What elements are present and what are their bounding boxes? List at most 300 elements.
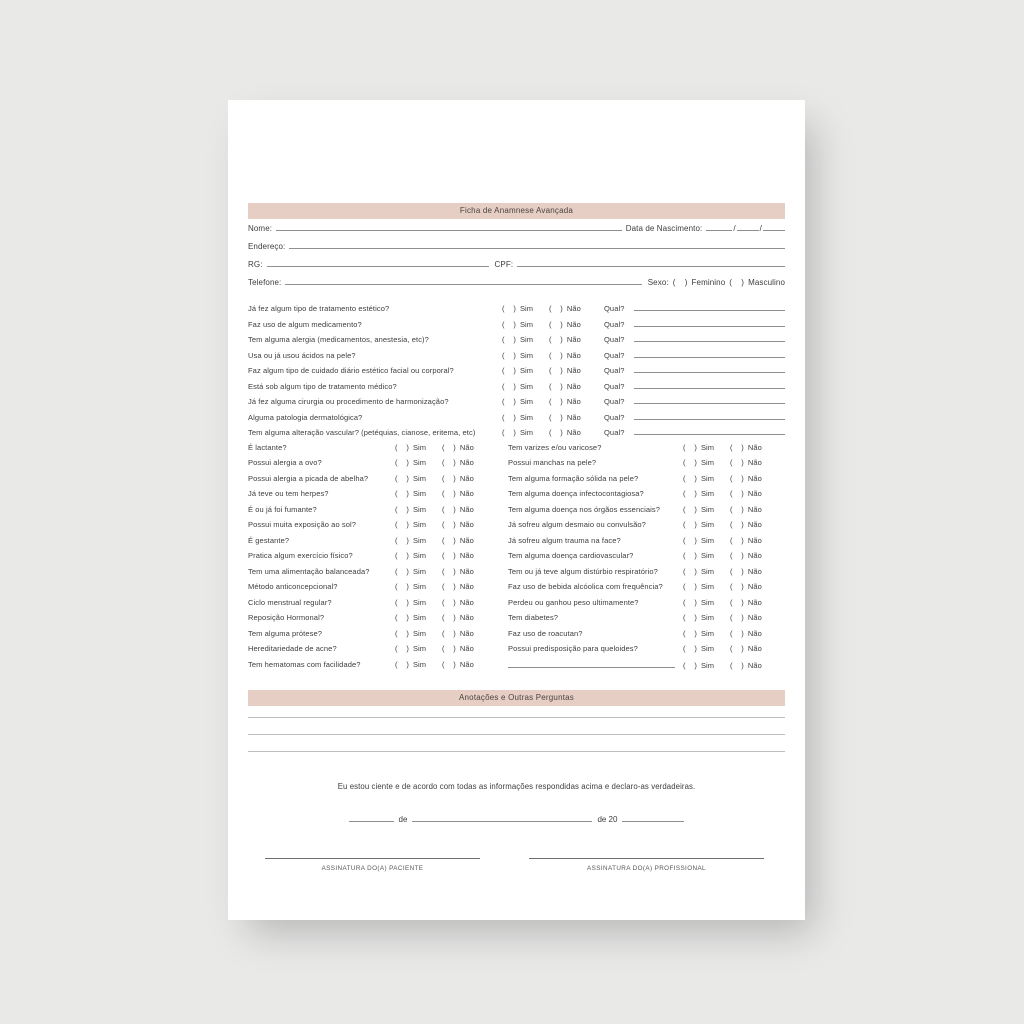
checkbox-nao[interactable]: ( ) xyxy=(548,381,563,391)
nao-label: Não xyxy=(747,566,762,576)
checkbox-sim[interactable]: ( ) xyxy=(395,489,409,498)
sim-nao-group xyxy=(683,567,785,576)
qual-field-line[interactable] xyxy=(634,381,785,389)
date-month-line[interactable] xyxy=(412,814,592,822)
nao-label: Não xyxy=(566,397,581,406)
checkbox-sim[interactable]: ( ) xyxy=(395,504,409,514)
sim-label: Sim xyxy=(412,473,427,483)
question-text: Tem alguma doença cardiovascular? xyxy=(508,551,634,560)
nao-label: Não xyxy=(747,489,762,498)
checkbox-sim[interactable]: ( ) xyxy=(395,442,409,452)
write-in-question-line[interactable] xyxy=(508,660,675,668)
question-row xyxy=(248,443,497,459)
patient-signature-label: ASSINATURA DO(A) PACIENTE xyxy=(321,865,424,872)
sim-label: Sim xyxy=(519,335,534,344)
question-row xyxy=(508,505,785,521)
question-row xyxy=(248,365,785,381)
question-row xyxy=(248,660,497,676)
sim-nao-group xyxy=(395,551,497,560)
question-row xyxy=(508,458,785,474)
cpf-field-line[interactable] xyxy=(517,259,785,267)
nao-label: Não xyxy=(747,582,762,591)
sim-label: Sim xyxy=(519,428,534,437)
sim-nao-group xyxy=(683,505,785,514)
nao-label: Não xyxy=(459,597,474,607)
question-text: Reposição Hormonal? xyxy=(248,613,325,622)
checkbox-nao[interactable]: ( ) xyxy=(729,582,744,591)
signatures-section xyxy=(248,858,785,872)
checkbox-nao[interactable]: ( ) xyxy=(441,551,456,560)
nao-label: Não xyxy=(566,304,581,313)
question-text: É ou já foi fumante? xyxy=(248,504,317,514)
nao-label: Não xyxy=(566,381,581,391)
sim-label: Sim xyxy=(519,381,534,391)
checkbox-nao[interactable]: ( ) xyxy=(729,535,744,545)
patient-signature-block xyxy=(248,858,497,872)
checkbox-nao[interactable]: ( ) xyxy=(548,350,563,360)
checkbox-nao[interactable]: ( ) xyxy=(441,582,456,591)
form-title: Ficha de Anamnese Avançada xyxy=(459,206,574,215)
checkbox-sim[interactable]: ( ) xyxy=(395,613,409,622)
nao-label: Não xyxy=(459,458,474,467)
nao-label: Não xyxy=(747,644,762,653)
question-text: Tem ou já teve algum distúrbio respiratório? xyxy=(508,566,658,576)
sim-label: Sim xyxy=(519,397,534,406)
question-row xyxy=(248,567,497,583)
sim-label: Sim xyxy=(412,659,427,669)
sim-label: Sim xyxy=(700,613,715,622)
sim-label: Sim xyxy=(700,582,715,591)
two-column-questions-section xyxy=(248,443,785,676)
sim-nao-group xyxy=(683,443,785,452)
checkbox-sim[interactable]: ( ) xyxy=(502,412,516,422)
sim-nao-group xyxy=(683,536,785,545)
checkbox-sim[interactable]: ( ) xyxy=(502,428,516,437)
checkbox-sim[interactable]: ( ) xyxy=(683,582,697,591)
question-text: Tem hematomas com facilidade? xyxy=(248,659,361,669)
checkbox-sim[interactable]: ( ) xyxy=(683,551,697,560)
sim-nao-group xyxy=(683,598,785,607)
question-row xyxy=(508,551,785,567)
question-row xyxy=(248,381,785,397)
question-row xyxy=(248,644,497,660)
nao-label: Não xyxy=(459,551,474,560)
sex-label: Sexo: xyxy=(647,278,669,287)
checkbox-nao[interactable]: ( ) xyxy=(441,644,456,653)
question-row xyxy=(248,396,785,412)
question-text: Perdeu ou ganhou peso ultimamente? xyxy=(508,597,639,607)
question-text: Já teve ou tem herpes? xyxy=(248,489,329,498)
rg-cpf-row xyxy=(248,259,785,277)
nao-label: Não xyxy=(747,613,762,622)
question-text: Já sofreu algum desmaio ou convulsão? xyxy=(508,520,646,529)
slash-text: / xyxy=(733,224,736,233)
checkbox-sim[interactable]: ( ) xyxy=(683,473,697,483)
nao-label: Não xyxy=(459,520,474,529)
sim-nao-group xyxy=(502,320,604,329)
checkbox-nao[interactable]: ( ) xyxy=(441,473,456,483)
checkbox-nao[interactable]: ( ) xyxy=(729,489,744,498)
name-row xyxy=(248,223,785,241)
nao-label: Não xyxy=(459,628,474,638)
checkbox-nao[interactable]: ( ) xyxy=(441,597,456,607)
rg-label: RG: xyxy=(248,260,263,269)
checkbox-nao[interactable]: ( ) xyxy=(729,613,744,622)
question-text: Tem alguma doença nos órgãos essenciais? xyxy=(508,504,661,514)
checkbox-nao[interactable]: ( ) xyxy=(729,551,744,560)
question-text: Possui manchas na pele? xyxy=(508,458,597,467)
sim-label: Sim xyxy=(412,597,427,607)
checkbox-nao[interactable]: ( ) xyxy=(441,659,456,669)
question-row xyxy=(248,629,497,645)
sim-nao-group xyxy=(395,458,497,467)
question-row xyxy=(508,598,785,614)
nao-label: Não xyxy=(566,366,581,375)
question-row xyxy=(508,474,785,490)
phone-field-line[interactable] xyxy=(285,277,641,285)
checkbox-nao[interactable]: ( ) xyxy=(548,366,563,375)
question-row xyxy=(508,629,785,645)
sim-label: Sim xyxy=(412,504,427,514)
sim-nao-group xyxy=(502,304,604,313)
qual-field-line[interactable] xyxy=(634,365,785,373)
checkbox-nao[interactable]: ( ) xyxy=(441,566,456,576)
qual-label: Qual? xyxy=(604,350,625,360)
checkbox-nao[interactable]: ( ) xyxy=(441,489,456,498)
sim-label: Sim xyxy=(519,304,534,313)
question-text: Tem alguma alergia (medicamentos, anestesia, etc)? xyxy=(248,335,429,344)
sim-label: Sim xyxy=(412,520,427,529)
nao-label: Não xyxy=(459,659,474,669)
checkbox-nao[interactable]: ( ) xyxy=(729,628,744,638)
qual-field-line[interactable] xyxy=(634,319,785,327)
checkbox-sim[interactable]: ( ) xyxy=(502,304,516,313)
question-row xyxy=(508,443,785,459)
question-row xyxy=(508,489,785,505)
question-text: Já fez alguma cirurgia ou procedimento de harmonização? xyxy=(248,397,449,406)
question-row xyxy=(248,551,497,567)
sim-label: Sim xyxy=(700,597,715,607)
checkbox-sim[interactable]: ( ) xyxy=(502,319,516,329)
sim-label: Sim xyxy=(700,660,715,670)
checkbox-nao[interactable]: ( ) xyxy=(548,412,563,422)
sim-label: Sim xyxy=(700,535,715,545)
nao-label: Não xyxy=(459,566,474,576)
checkbox-nao[interactable]: ( ) xyxy=(441,442,456,452)
sim-label: Sim xyxy=(700,473,715,483)
date-day-line[interactable] xyxy=(349,814,394,822)
question-row xyxy=(248,474,497,490)
sim-label: Sim xyxy=(412,644,427,653)
sim-nao-group xyxy=(683,551,785,560)
date-line xyxy=(248,814,785,824)
question-text: Método anticoncepcional? xyxy=(248,582,338,591)
question-text: Tem diabetes? xyxy=(508,613,559,622)
checkbox-sim[interactable]: ( ) xyxy=(502,350,516,360)
sim-label: Sim xyxy=(519,350,534,360)
birth-day-line[interactable] xyxy=(706,223,732,231)
checkbox-sim[interactable]: ( ) xyxy=(683,628,697,638)
address-label: Endereço: xyxy=(248,242,286,251)
checkbox-nao[interactable]: ( ) xyxy=(729,473,744,483)
form-page xyxy=(228,100,805,920)
checkbox-sim[interactable]: ( ) xyxy=(683,566,697,576)
checkbox-sim[interactable]: ( ) xyxy=(395,520,409,529)
patient-signature-line[interactable] xyxy=(265,858,480,859)
checkbox-sim[interactable]: ( ) xyxy=(395,566,409,576)
questions-column-left xyxy=(248,443,497,676)
notes-line[interactable] xyxy=(248,706,785,718)
question-text: Possui predisposição para queloides? xyxy=(508,644,638,653)
checkbox-sim[interactable]: ( ) xyxy=(683,489,697,498)
sim-label: Sim xyxy=(519,366,534,375)
sim-label: Sim xyxy=(412,582,427,591)
professional-signature-label: ASSINATURA DO(A) PROFISSIONAL xyxy=(587,865,706,872)
sim-nao-group xyxy=(395,505,497,514)
checkbox-nao[interactable]: ( ) xyxy=(441,535,456,545)
checkbox-nao[interactable]: ( ) xyxy=(729,597,744,607)
question-row xyxy=(508,567,785,583)
sim-nao-group xyxy=(395,489,497,498)
write-in-question-row xyxy=(508,660,785,676)
slash-text: / xyxy=(759,224,762,233)
checkbox-sim[interactable]: ( ) xyxy=(683,597,697,607)
sim-nao-group xyxy=(683,489,785,498)
question-text: É gestante? xyxy=(248,535,290,545)
sim-label: Sim xyxy=(412,535,427,545)
checkbox-sim[interactable]: ( ) xyxy=(395,597,409,607)
sim-label: Sim xyxy=(519,319,534,329)
checkbox-nao[interactable]: ( ) xyxy=(729,566,744,576)
sim-label: Sim xyxy=(412,489,427,498)
question-text: Possui muita exposição ao sol? xyxy=(248,520,357,529)
checkbox-nao[interactable]: ( ) xyxy=(441,520,456,529)
nao-label: Não xyxy=(459,582,474,591)
date-de20-label: de 20 xyxy=(597,815,618,824)
nao-label: Não xyxy=(566,335,581,344)
question-text: Ciclo menstrual regular? xyxy=(248,597,332,607)
checkbox-sim[interactable]: ( ) xyxy=(683,442,697,452)
question-text: Faz uso de algum medicamento? xyxy=(248,319,362,329)
qual-field-line[interactable] xyxy=(634,427,785,435)
feminino-label: Feminino xyxy=(691,278,726,287)
question-row xyxy=(248,458,497,474)
checkbox-nao[interactable]: ( ) xyxy=(729,644,744,653)
checkbox-sim[interactable]: ( ) xyxy=(502,366,516,375)
sim-label: Sim xyxy=(412,551,427,560)
sim-nao-group xyxy=(395,520,497,529)
sim-nao-group xyxy=(395,443,497,452)
question-row xyxy=(508,536,785,552)
sim-nao-group xyxy=(395,567,497,576)
checkbox-nao[interactable]: ( ) xyxy=(729,520,744,529)
nao-label: Não xyxy=(747,504,762,514)
checkbox-sim[interactable]: ( ) xyxy=(683,613,697,622)
checkbox-sim[interactable]: ( ) xyxy=(395,473,409,483)
checkbox-nao[interactable]: ( ) xyxy=(548,428,563,437)
sim-label: Sim xyxy=(412,566,427,576)
notes-line[interactable] xyxy=(248,718,785,735)
checkbox-nao[interactable]: ( ) xyxy=(441,613,456,622)
nao-label: Não xyxy=(566,319,581,329)
checkbox-nao[interactable]: ( ) xyxy=(729,442,744,452)
sim-nao-group xyxy=(395,644,497,653)
checkbox-sim[interactable]: ( ) xyxy=(395,551,409,560)
checkbox-sim[interactable]: ( ) xyxy=(395,582,409,591)
nao-label: Não xyxy=(459,473,474,483)
checkbox-feminino[interactable]: ( ) xyxy=(672,278,688,287)
checkbox-nao[interactable]: ( ) xyxy=(548,319,563,329)
birth-month-line[interactable] xyxy=(737,223,759,231)
nao-label: Não xyxy=(747,597,762,607)
sim-label: Sim xyxy=(412,628,427,638)
checkbox-nao[interactable]: ( ) xyxy=(441,504,456,514)
question-row xyxy=(248,319,785,335)
sim-label: Sim xyxy=(700,551,715,560)
checkbox-sim[interactable]: ( ) xyxy=(502,381,516,391)
sim-label: Sim xyxy=(700,566,715,576)
name-label: Nome: xyxy=(248,224,273,233)
notes-title: Anotações e Outras Perguntas xyxy=(459,693,574,702)
sim-nao-group xyxy=(502,397,604,406)
sim-label: Sim xyxy=(700,628,715,638)
question-text: Faz algum tipo de cuidado diário estético facial ou corporal? xyxy=(248,366,454,375)
qual-label: Qual? xyxy=(604,381,625,391)
birth-year-line[interactable] xyxy=(763,223,785,231)
checkbox-sim[interactable]: ( ) xyxy=(502,335,516,344)
sim-label: Sim xyxy=(700,489,715,498)
sim-label: Sim xyxy=(700,442,715,452)
sim-nao-group xyxy=(502,413,604,422)
checkbox-sim[interactable]: ( ) xyxy=(395,535,409,545)
sim-nao-group xyxy=(683,520,785,529)
notes-area xyxy=(248,706,785,752)
question-text: Já fez algum tipo de tratamento estético? xyxy=(248,304,390,313)
question-row xyxy=(248,536,497,552)
qual-label: Qual? xyxy=(604,335,625,344)
checkbox-sim[interactable]: ( ) xyxy=(502,397,516,406)
date-year-line[interactable] xyxy=(622,814,684,822)
checkbox-sim[interactable]: ( ) xyxy=(683,458,697,467)
birthdate-label: Data de Nascimento: xyxy=(625,224,703,233)
qual-field-line[interactable] xyxy=(634,412,785,420)
nao-label: Não xyxy=(566,350,581,360)
checkbox-nao[interactable]: ( ) xyxy=(729,504,744,514)
question-text: Já sofreu algum trauma na face? xyxy=(508,535,621,545)
qual-label: Qual? xyxy=(604,428,625,437)
question-row xyxy=(248,334,785,350)
question-row xyxy=(508,613,785,629)
notes-line[interactable] xyxy=(248,735,785,752)
checkbox-sim[interactable]: ( ) xyxy=(683,644,697,653)
checkbox-nao[interactable]: ( ) xyxy=(548,397,563,406)
sim-label: Sim xyxy=(519,412,534,422)
sim-nao-group xyxy=(395,536,497,545)
nao-label: Não xyxy=(747,551,762,560)
nao-label: Não xyxy=(747,442,762,452)
rg-field-line[interactable] xyxy=(267,259,489,267)
checkbox-nao[interactable]: ( ) xyxy=(729,458,744,467)
masculino-label: Masculino xyxy=(748,278,785,287)
sim-nao-group xyxy=(395,613,497,622)
checkbox-sim[interactable]: ( ) xyxy=(683,660,697,670)
question-row xyxy=(248,598,497,614)
sim-label: Sim xyxy=(700,644,715,653)
nao-label: Não xyxy=(459,535,474,545)
checkbox-nao[interactable]: ( ) xyxy=(548,304,563,313)
checkbox-masculino[interactable]: ( ) xyxy=(729,278,745,287)
date-de-label: de xyxy=(398,815,408,824)
sim-nao-group xyxy=(683,644,785,653)
qual-label: Qual? xyxy=(604,304,625,313)
nao-label: Não xyxy=(747,660,762,670)
sim-nao-group xyxy=(395,598,497,607)
checkbox-sim[interactable]: ( ) xyxy=(395,659,409,669)
sim-nao-group xyxy=(395,474,497,483)
qual-field-line[interactable] xyxy=(634,334,785,342)
sim-label: Sim xyxy=(412,442,427,452)
sim-label: Sim xyxy=(700,458,715,467)
nao-label: Não xyxy=(747,628,762,638)
question-row xyxy=(248,613,497,629)
qual-field-line[interactable] xyxy=(634,396,785,404)
checkbox-nao[interactable]: ( ) xyxy=(548,335,563,344)
professional-signature-line[interactable] xyxy=(529,858,764,859)
checkbox-sim[interactable]: ( ) xyxy=(683,520,697,529)
nao-label: Não xyxy=(459,489,474,498)
question-text: É lactante? xyxy=(248,442,287,452)
notes-band xyxy=(248,690,785,706)
question-row xyxy=(248,412,785,428)
question-text: Tem alguma formação sólida na pele? xyxy=(508,473,639,483)
checkbox-sim[interactable]: ( ) xyxy=(683,504,697,514)
questions-column-right xyxy=(508,443,785,676)
checkbox-sim[interactable]: ( ) xyxy=(395,644,409,653)
question-row xyxy=(248,505,497,521)
professional-signature-block xyxy=(508,858,785,872)
question-row xyxy=(248,303,785,319)
question-row xyxy=(508,644,785,660)
checkbox-sim[interactable]: ( ) xyxy=(683,535,697,545)
name-field-line[interactable] xyxy=(276,223,622,231)
sim-label: Sim xyxy=(700,504,715,514)
sim-nao-group xyxy=(683,661,785,670)
cpf-label: CPF: xyxy=(494,260,514,269)
checkbox-sim[interactable]: ( ) xyxy=(395,628,409,638)
checkbox-nao[interactable]: ( ) xyxy=(729,660,744,670)
checkbox-sim[interactable]: ( ) xyxy=(395,458,409,467)
sim-nao-group xyxy=(502,335,604,344)
question-text: Tem uma alimentação balanceada? xyxy=(248,566,370,576)
phone-label: Telefone: xyxy=(248,278,282,287)
checkbox-nao[interactable]: ( ) xyxy=(441,458,456,467)
question-row xyxy=(508,520,785,536)
qual-label: Qual? xyxy=(604,397,625,406)
qual-field-line[interactable] xyxy=(634,303,785,311)
qual-field-line[interactable] xyxy=(634,350,785,358)
checkbox-nao[interactable]: ( ) xyxy=(441,628,456,638)
address-field-line[interactable] xyxy=(289,241,785,249)
qual-label: Qual? xyxy=(604,319,625,329)
question-row xyxy=(248,350,785,366)
question-text: Faz uso de roacutan? xyxy=(508,628,583,638)
question-text: Tem alguma prótese? xyxy=(248,628,323,638)
question-row xyxy=(248,427,785,443)
full-width-questions-section xyxy=(248,303,785,443)
nao-label: Não xyxy=(747,535,762,545)
question-text: Faz uso de bebida alcóolica com frequência? xyxy=(508,582,663,591)
question-text: Tem alguma alteração vascular? (petéquias, cianose, eritema, etc) xyxy=(248,428,476,437)
